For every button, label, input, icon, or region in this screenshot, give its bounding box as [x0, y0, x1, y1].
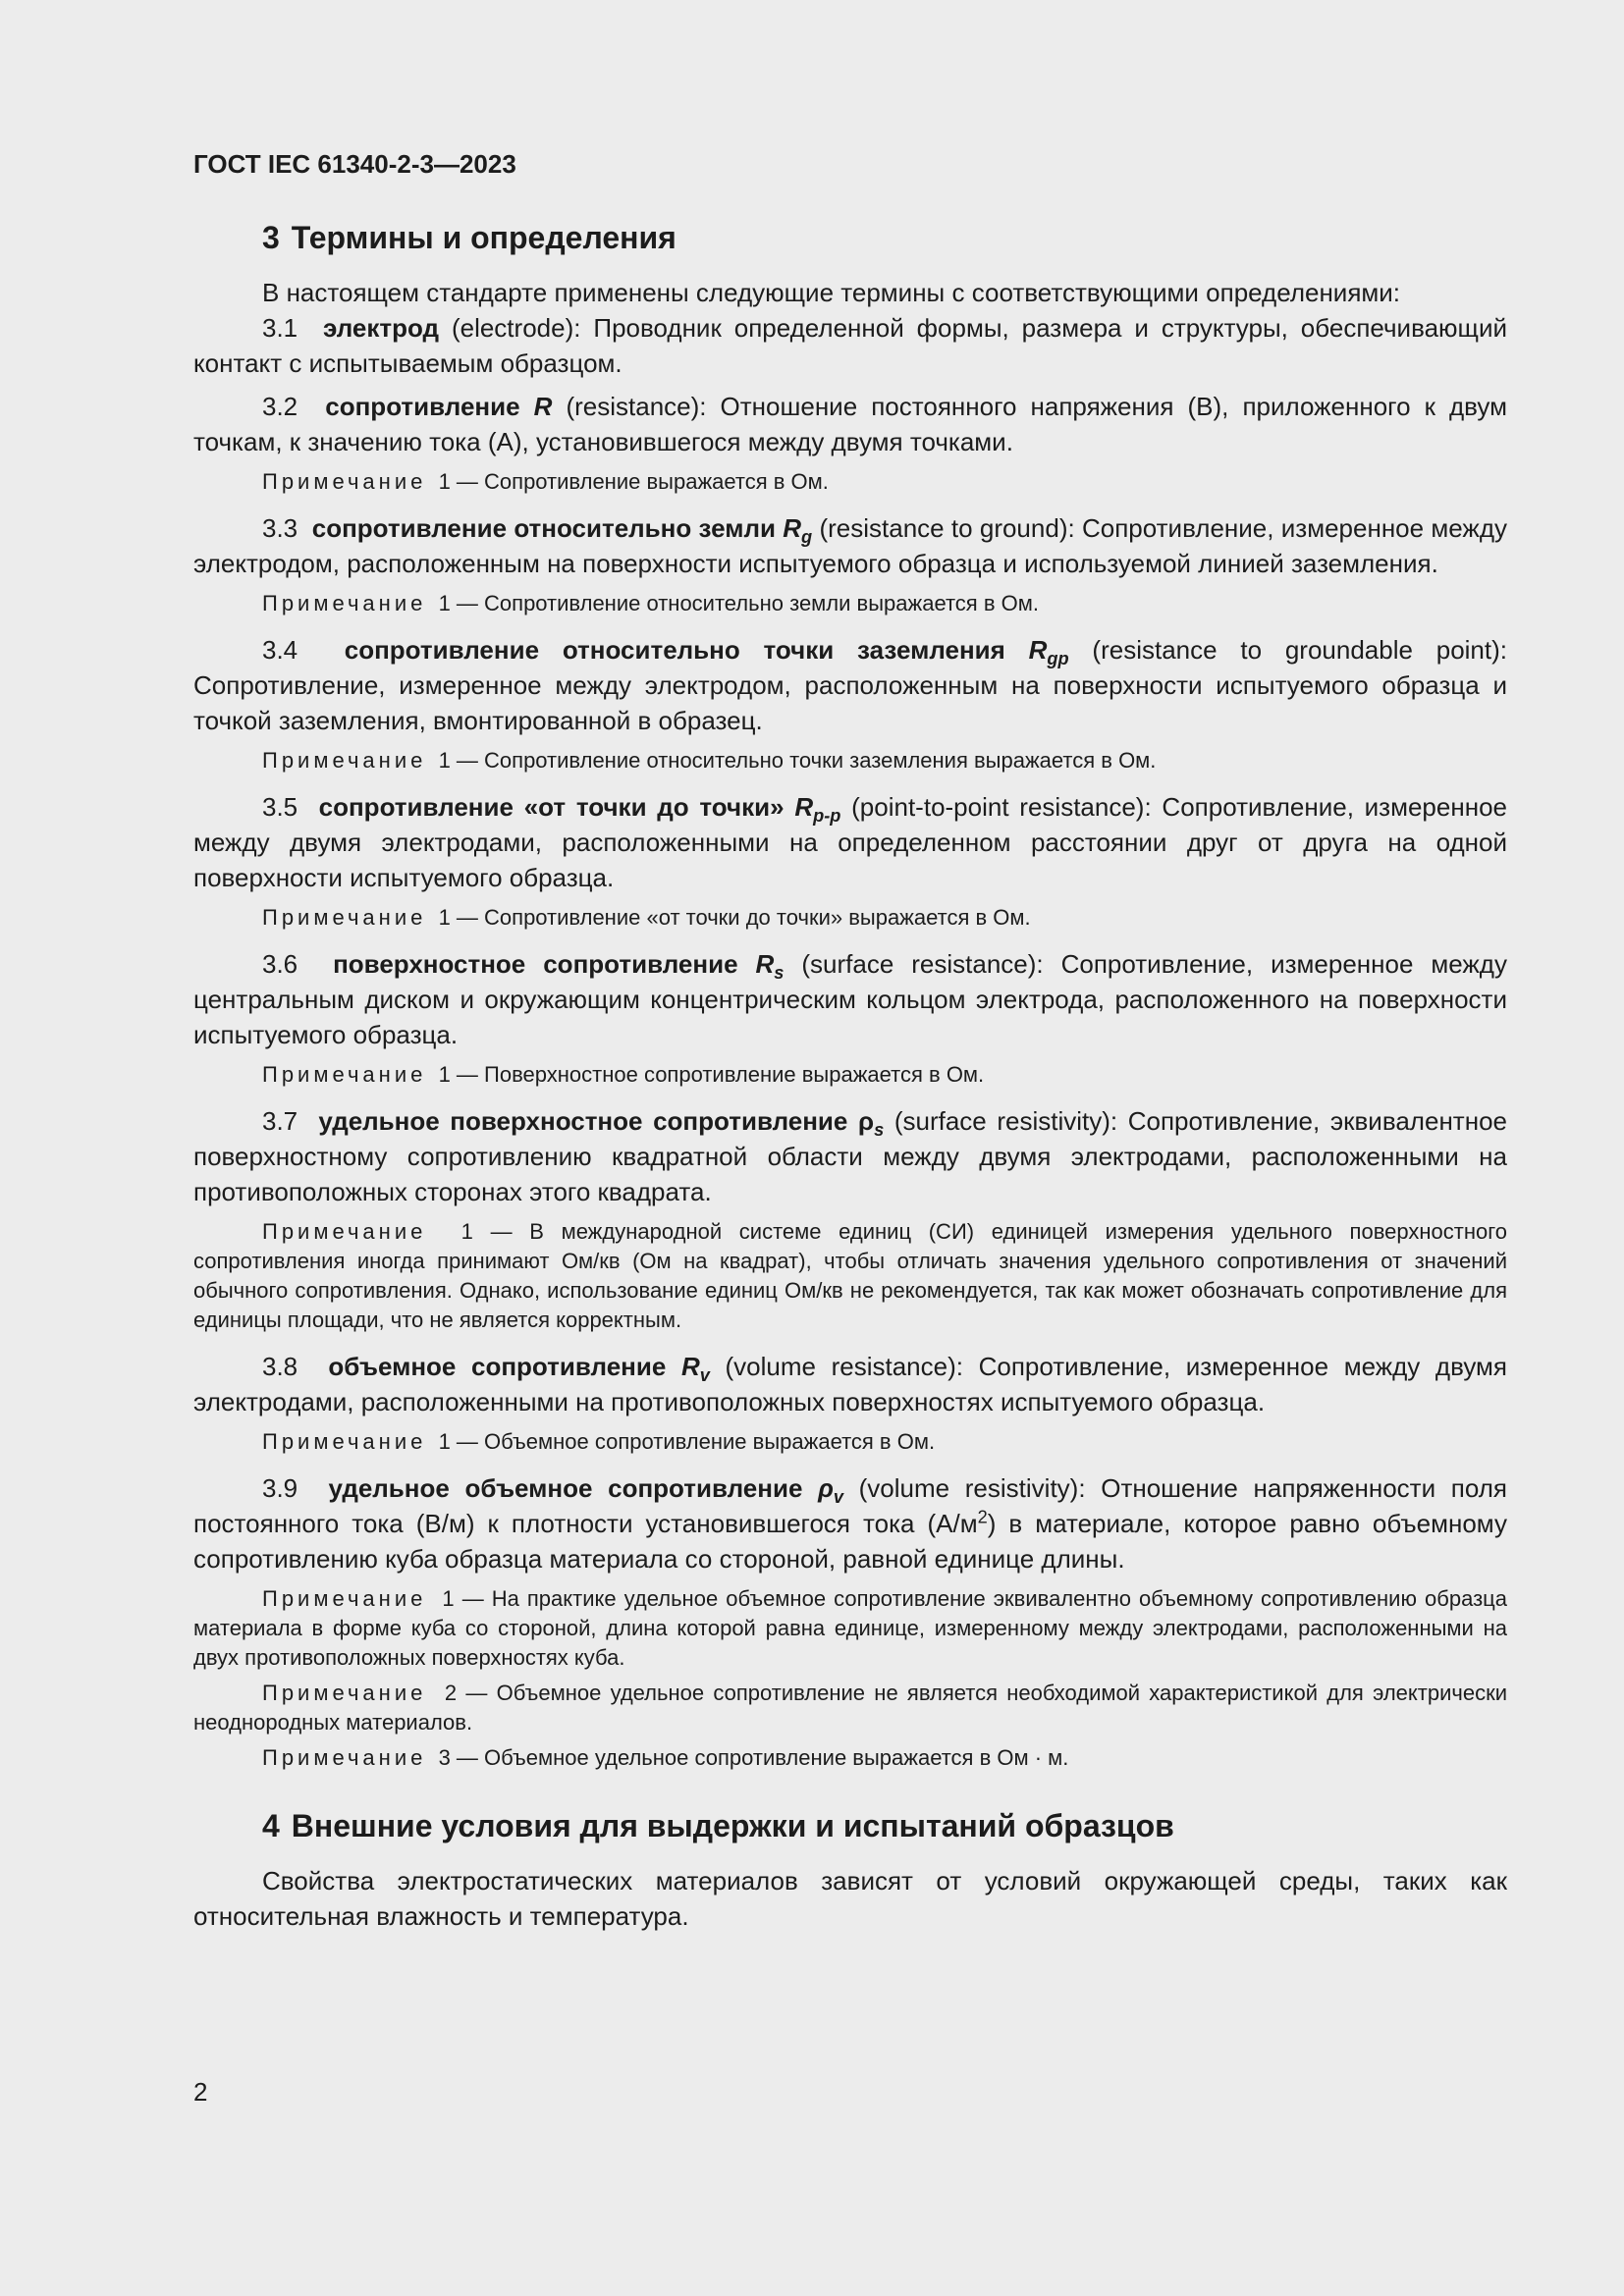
- term-definition: (resistance to groundable point): Сопротивление, измеренное между электродом, расположенным на поверхности испытуемого образца и точкой заземления, вмонтированной в образец.: [193, 635, 1507, 735]
- note-text: 1 — Поверхностное сопротивление выражается в Ом.: [438, 1062, 985, 1087]
- note-3-3-1: [193, 589, 1507, 618]
- term-symbol: R: [755, 949, 775, 979]
- note-3-8-1: [193, 1427, 1507, 1457]
- term-symbol: ρ: [858, 1106, 875, 1136]
- term-symbol-subscript: v: [833, 1487, 843, 1508]
- note-label: Примечание: [262, 748, 427, 773]
- note-label: Примечание: [262, 469, 427, 494]
- note-3-9-2: [193, 1679, 1507, 1737]
- term-3-4: [193, 632, 1507, 738]
- note-text: 3 — Объемное удельное сопротивление выражается в Ом · м.: [438, 1745, 1069, 1770]
- note-3-4-1: [193, 746, 1507, 775]
- term-number: 3.9: [262, 1473, 298, 1503]
- term-symbol-subscript: g: [801, 527, 813, 548]
- note-label: Примечание: [262, 1745, 427, 1770]
- term-symbol-subscript: gp: [1047, 649, 1069, 669]
- section-3-intro: В настоящем стандарте применены следующие термины с соответствующими определениями:: [262, 278, 1401, 307]
- term-definition: (surface resistance): Сопротивление, измеренное между центральным диском и окружающим концентрическим кольцом электрода, расположенного на поверхности испытуемого образца.: [193, 949, 1507, 1049]
- term-3-2: [193, 389, 1507, 459]
- term-number: 3.8: [262, 1352, 298, 1381]
- note-3-5-1: [193, 903, 1507, 933]
- note-3-9-3: [193, 1743, 1507, 1773]
- term-symbol-subscript: p-p: [813, 806, 841, 827]
- page-number: 2: [193, 2077, 208, 2107]
- document-header: ГОСТ IEC 61340-2-3—2023: [193, 149, 516, 179]
- note-label: Примечание: [262, 1429, 427, 1454]
- term-3-1: [193, 310, 1507, 381]
- note-text: 1 — Сопротивление относительно земли выражается в Ом.: [438, 591, 1039, 615]
- note-text: 1 — На практике удельное объемное сопротивление эквивалентно объемному сопротивлению образца материала в форме куба со стороной, длина которой равна единице, измеренному между электродами, расположенными на двух противоположных поверхностях куба.: [193, 1586, 1507, 1670]
- term-symbol-subscript: s: [874, 1120, 885, 1141]
- note-3-9-1: [193, 1584, 1507, 1673]
- term-name: электрод: [323, 313, 440, 343]
- note-3-6-1: [193, 1060, 1507, 1090]
- note-label: Примечание: [262, 1062, 427, 1087]
- section-4-body: Свойства электростатических материалов зависят от условий окружающей среды, таких как относительная влажность и температура.: [193, 1866, 1507, 1931]
- term-name: поверхностное сопротивление: [333, 949, 738, 979]
- term-name: сопротивление: [325, 392, 520, 421]
- term-symbol: R: [794, 792, 814, 822]
- term-symbol: ρ: [818, 1473, 834, 1503]
- term-name: сопротивление «от точки до точки»: [318, 792, 785, 822]
- term-definition-a: (volume resistivity): Отношение напряженности поля постоянного тока (В/м) к плотности установившегося тока (А/м: [193, 1473, 1507, 1538]
- term-3-6: [193, 946, 1507, 1052]
- term-symbol-subscript: s: [774, 963, 785, 984]
- term-name: сопротивление относительно точки заземления: [344, 635, 1005, 665]
- term-name: сопротивление относительно земли: [311, 513, 776, 543]
- section-spacer: [193, 1787, 1507, 1806]
- section-4-number: 4: [262, 1808, 280, 1843]
- term-definition: (point-to-point resistance): Сопротивление, измеренное между двумя электродами, расположенными на определенном расстоянии друг от друга на одной поверхности испытуемого образца.: [193, 792, 1507, 892]
- term-3-5: [193, 789, 1507, 895]
- term-3-7: [193, 1103, 1507, 1209]
- note-label: Примечание: [262, 905, 427, 930]
- term-symbol: R: [533, 392, 553, 421]
- section-4-heading: [193, 1806, 1507, 1845]
- note-3-7-1: [193, 1217, 1507, 1335]
- term-3-3: [193, 510, 1507, 581]
- term-number: 3.1: [262, 313, 298, 343]
- superscript: 2: [977, 1507, 988, 1527]
- term-definition: (volume resistance): Сопротивление, измеренное между двумя электродами, расположенными на противоположных поверхностях испытуемого образца.: [193, 1352, 1508, 1416]
- term-number: 3.2: [262, 392, 298, 421]
- note-label: Примечание: [262, 1681, 427, 1705]
- note-text: 1 — Объемное сопротивление выражается в Ом.: [438, 1429, 936, 1454]
- term-number: 3.6: [262, 949, 298, 979]
- term-number: 3.7: [262, 1106, 298, 1136]
- term-symbol: R: [1028, 635, 1048, 665]
- term-name: удельное объемное сопротивление: [328, 1473, 803, 1503]
- term-definition: (resistance to ground): Сопротивление, измеренное между электродом, расположенным на поверхности испытуемого образца и используемой линией заземления.: [193, 513, 1507, 578]
- term-3-9: [193, 1470, 1507, 1576]
- term-number: 3.5: [262, 792, 298, 822]
- note-label: Примечание: [262, 591, 427, 615]
- term-number: 3.3: [262, 513, 298, 543]
- term-name: удельное поверхностное сопротивление: [318, 1106, 848, 1136]
- term-number: 3.4: [262, 635, 298, 665]
- term-definition-b: ) в материале, которое равно объемному сопротивлению куба образца материала со стороной, равной единице длины.: [193, 1509, 1507, 1574]
- note-text: 1 — Сопротивление «от точки до точки» выражается в Ом.: [438, 905, 1031, 930]
- term-symbol: R: [680, 1352, 700, 1381]
- section-3-number: 3: [262, 220, 280, 255]
- note-text: 1 — Сопротивление относительно точки заземления выражается в Ом.: [438, 748, 1157, 773]
- note-label: Примечание: [262, 1219, 427, 1244]
- term-symbol: R: [783, 513, 802, 543]
- note-3-2-1: [193, 467, 1507, 497]
- section-3-title: Термины и определения: [291, 220, 677, 255]
- note-label: Примечание: [262, 1586, 427, 1611]
- document-page: [193, 147, 1507, 1942]
- section-4-title: Внешние условия для выдержки и испытаний образцов: [291, 1808, 1174, 1843]
- term-definition: (surface resistivity): Сопротивление, эквивалентное поверхностному сопротивлению квадратной области между двумя электродами, расположенными на противоположных сторонах этого квадрата.: [193, 1106, 1507, 1206]
- term-definition: (electrode): Проводник определенной формы, размера и структуры, обеспечивающий контакт с испытываемым образцом.: [193, 313, 1507, 378]
- note-text: 2 — Объемное удельное сопротивление не является необходимой характеристикой для электрически неоднородных материалов.: [193, 1681, 1507, 1735]
- section-3-heading: [193, 218, 1507, 257]
- term-definition: (resistance): Отношение постоянного напряжения (В), приложенного к двум точкам, к значению тока (А), установившегося между двумя точками.: [193, 392, 1507, 456]
- term-3-8: [193, 1349, 1507, 1419]
- term-name: объемное сопротивление: [328, 1352, 667, 1381]
- note-text: 1 — Сопротивление выражается в Ом.: [438, 469, 829, 494]
- note-text: 1 — В международной системе единиц (СИ) единицей измерения удельного поверхностного сопротивления иногда принимают Ом/кв (Ом на квадрат), чтобы отличать значения удельного сопротивления от значений обычного сопротивления. Однако, использование единиц Ом/кв не рекомендуется, так как может обозначать сопротивление для единицы площади, что не является корректным.: [193, 1219, 1507, 1332]
- term-symbol-subscript: v: [699, 1365, 710, 1386]
